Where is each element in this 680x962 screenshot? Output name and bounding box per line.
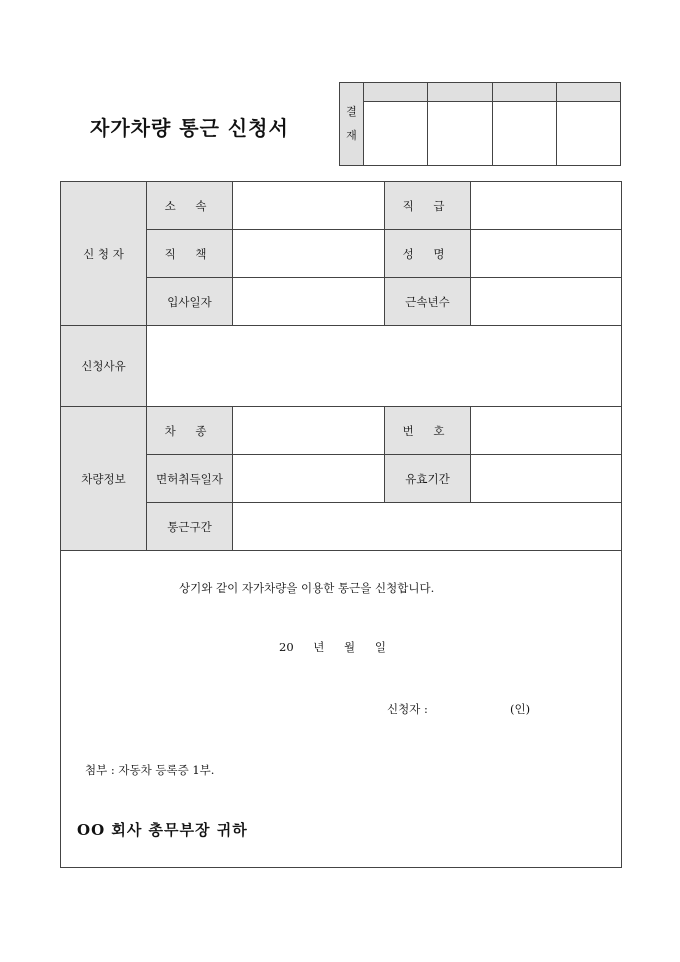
- approval-header-cell: [556, 83, 620, 102]
- license-date-label: 면허취득일자: [147, 455, 233, 503]
- declaration-section: [61, 551, 622, 868]
- affiliation-field[interactable]: [233, 182, 385, 230]
- rank-label: 직 급: [385, 182, 471, 230]
- car-type-field[interactable]: [233, 407, 385, 455]
- applicant-signature-label: 신청자 :: [387, 702, 428, 716]
- date-line: 20 년 월 일: [279, 640, 386, 654]
- attachment-note: 첨부 : 자동차 등록증 1부.: [85, 763, 215, 777]
- name-label: 성 명: [385, 230, 471, 278]
- hire-date-field[interactable]: [233, 278, 385, 326]
- position-field[interactable]: [233, 230, 385, 278]
- approval-sign-cell[interactable]: [492, 102, 556, 166]
- form-title: 자가차량 통근 신청서: [90, 116, 289, 140]
- valid-period-field[interactable]: [471, 455, 622, 503]
- reason-label: 신청사유: [61, 326, 147, 407]
- recipient-line: OO 회사 총무부장 귀하: [77, 821, 248, 839]
- affiliation-label: 소 속: [147, 182, 233, 230]
- approval-header-cell: [428, 83, 492, 102]
- car-type-label: 차 종: [147, 407, 233, 455]
- approval-sign-cell[interactable]: [556, 102, 620, 166]
- valid-period-label: 유효기간: [385, 455, 471, 503]
- rank-field[interactable]: [471, 182, 622, 230]
- declaration-statement: 상기와 같이 자가차량을 이용한 통근을 신청합니다.: [179, 581, 435, 595]
- approval-header-cell: [492, 83, 556, 102]
- reason-field[interactable]: [147, 326, 622, 407]
- approval-header-cell: [364, 83, 428, 102]
- approval-box: [339, 82, 621, 166]
- commute-route-field[interactable]: [233, 503, 622, 551]
- years-of-service-label: 근속년수: [385, 278, 471, 326]
- seal-mark: (인): [510, 702, 531, 716]
- license-date-field[interactable]: [233, 455, 385, 503]
- car-number-field[interactable]: [471, 407, 622, 455]
- name-field[interactable]: [471, 230, 622, 278]
- approval-sign-cell[interactable]: [428, 102, 492, 166]
- application-form: [60, 181, 622, 868]
- applicant-section-label: 신 청 자: [61, 182, 147, 326]
- years-of-service-field[interactable]: [471, 278, 622, 326]
- car-number-label: 번 호: [385, 407, 471, 455]
- vehicle-section-label: 차량정보: [61, 407, 147, 551]
- position-label: 직 책: [147, 230, 233, 278]
- approval-sign-cell[interactable]: [364, 102, 428, 166]
- approval-label: 결 재: [340, 83, 364, 166]
- hire-date-label: 입사일자: [147, 278, 233, 326]
- commute-route-label: 통근구간: [147, 503, 233, 551]
